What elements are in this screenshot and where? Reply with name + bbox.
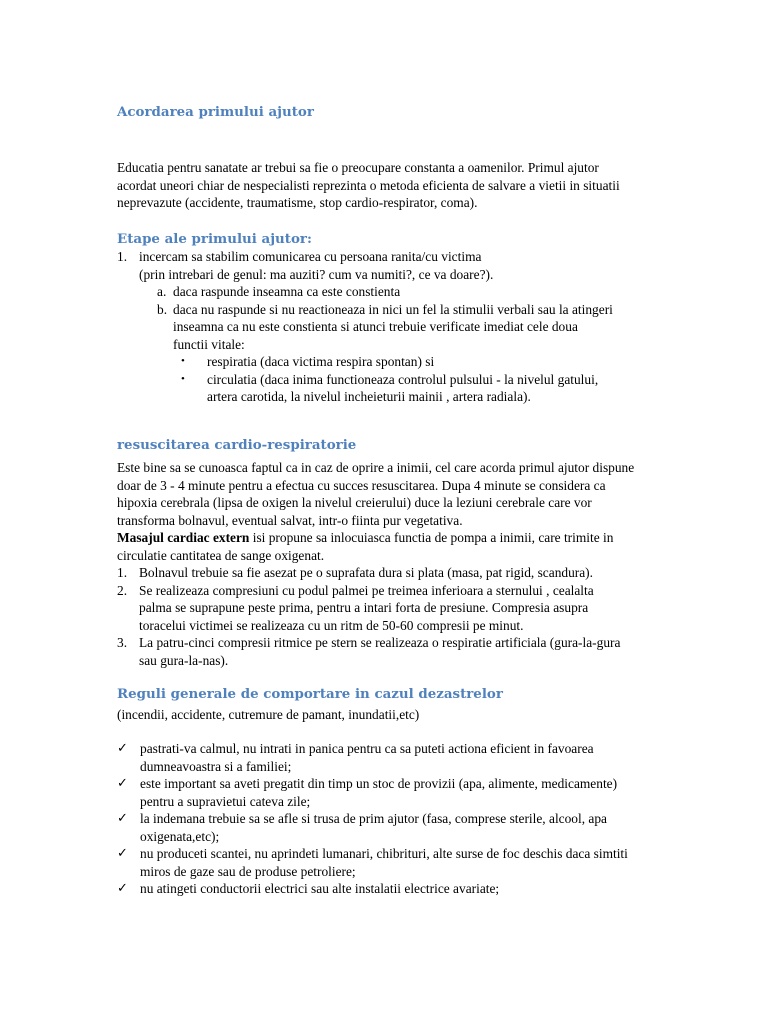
step-number: 1. (117, 565, 128, 580)
step-text: Se realizeaza compresiuni cu podul palmei pe treimea inferioara a sternului , cealalta (139, 582, 594, 598)
resuscitation-heading: resuscitarea cardio-respiratorie (117, 437, 357, 453)
vital-function-item (117, 353, 687, 371)
substep-letter: b. (157, 301, 168, 317)
resus-step-3 (117, 634, 687, 669)
rule-item (117, 740, 687, 775)
intro-line: Educatia pentru sanatate ar trebui sa fie o preocupare constanta a oamenilor. Primul ajutor (117, 160, 599, 175)
rule-text: nu produceti scantei, nu aprindeti lumanari, chibrituri, alte surse de foc deschis daca simtiti (140, 846, 628, 861)
rule-text: este important sa aveti pregatit din timp un stoc de provizii (apa, alimente, medicamente) (140, 776, 618, 791)
bullet-icon: • (181, 372, 185, 385)
rule-item (117, 810, 687, 845)
massage-term: Masajul cardiac extern (117, 530, 250, 545)
step-text: (prin intrebari de genul: ma auziti? cum va numiti?, ce va doare?). (139, 266, 494, 282)
rule-text: pentru a supravietui cateva zile; (140, 793, 311, 809)
checkmark-icon: ✓ (117, 811, 128, 826)
resus-line: transforma bolnavul, eventual salvat, intr-o fiinta pur vegetativa. (117, 512, 463, 528)
substep-text: daca raspunde inseamna ca este constienta (173, 284, 401, 299)
document-title: Acordarea primului ajutor (117, 104, 314, 120)
resus-line: Este bine sa se cunoasca faptul ca in caz de oprire a inimii, cel care acorda primul ajutor dispune (117, 460, 635, 475)
steps-heading: Etape ale primului ajutor: (117, 231, 312, 247)
resus-line: doar de 3 - 4 minute pentru a efectua cu succes resuscitarea. Dupa 4 minute se considera ca (117, 477, 606, 493)
disasters-heading: Reguli generale de comportare in cazul dezastrelor (117, 686, 503, 702)
intro-line: acordat uneori chiar de nespecialisti reprezinta o metoda eficienta de salvare a vietii in situatii (117, 177, 620, 193)
rule-text: oxigenata,etc); (140, 828, 220, 844)
rule-text: pastrati-va calmul, nu intrati in panica pentru ca sa puteti actiona eficient in favoarea (140, 741, 594, 756)
intro-paragraph (117, 159, 687, 212)
bullet-text: artera carotida, la nivelul incheieturii mainii , artera radiala). (207, 389, 531, 404)
substep-text: functii vitale: (173, 336, 245, 352)
substep-a (117, 283, 687, 301)
disasters-subtitle: (incendii, accidente, cutremure de pamant, inundatii,etc) (117, 707, 420, 722)
massage-line: circulatie cantitatea de sange oxigenat. (117, 547, 325, 563)
checkmark-icon: ✓ (117, 881, 128, 896)
rule-text: miros de gaze sau de produse petroliere; (140, 863, 356, 879)
vital-function-item (117, 371, 687, 406)
rule-item (117, 880, 687, 898)
step-text: Bolnavul trebuie sa fie asezat pe o suprafata dura si plata (masa, pat rigid, scandura). (139, 565, 593, 580)
step-number: 2. (117, 582, 128, 598)
rule-item (117, 845, 687, 880)
step-number: 1. (117, 249, 128, 264)
checkmark-icon: ✓ (117, 846, 128, 861)
step-text: toracelui victimei se realizeaza cu un ritm de 50-60 compresii pe minut. (139, 617, 524, 633)
intro-line: neprevazute (accidente, traumatisme, stop cardio-respirator, coma). (117, 195, 478, 210)
massage-line (117, 529, 687, 547)
rule-text: nu atingeti conductorii electrici sau alte instalatii electrice avariate; (140, 881, 500, 896)
bullet-text: respiratia (daca victima respira spontan) si (207, 354, 435, 369)
resuscitation-section (117, 459, 687, 669)
substep-letter: a. (157, 284, 167, 299)
step-text: incercam sa stabilim comunicarea cu persoana ranita/cu victima (139, 249, 482, 264)
resus-step-2 (117, 582, 687, 635)
massage-text: isi propune sa inlocuiasca functia de pompa a inimii, care trimite in (249, 530, 614, 545)
substep-text: daca nu raspunde si nu reactioneaza in nici un fel la stimulii verbali sau la atingeri (173, 301, 613, 317)
rule-text: dumneavoastra si a familiei; (140, 758, 292, 774)
bullet-text: circulatia (daca inima functioneaza controlul pulsului - la nivelul gatului, (207, 371, 599, 387)
steps-list (117, 248, 687, 406)
rule-item (117, 775, 687, 810)
resus-step-1 (117, 564, 687, 582)
substep-b (117, 301, 687, 354)
checkmark-icon: ✓ (117, 741, 128, 756)
step-text: sau gura-la-nas). (139, 652, 229, 668)
disaster-rules-list (117, 740, 687, 898)
substep-text: inseamna ca nu este constienta si atunci trebuie verificate imediat cele doua (173, 319, 578, 334)
step-number: 3. (117, 635, 128, 650)
step-text: La patru-cinci compresii ritmice pe stern se realizeaza o respiratie artificiala (gura-la-gura (139, 635, 621, 650)
rule-text: la indemana trebuie sa se afle si trusa de prim ajutor (fasa, comprese sterile, alcool, apa (140, 811, 607, 826)
step-item-1 (117, 248, 687, 283)
checkmark-icon: ✓ (117, 776, 128, 791)
bullet-icon: • (181, 355, 185, 367)
resus-line: hipoxia cerebrala (lipsa de oxigen la nivelul creierului) duce la leziuni cerebrale care vor (117, 495, 592, 510)
step-text: palma se suprapune peste prima, pentru a intari forta de presiune. Compresia asupra (139, 600, 589, 615)
